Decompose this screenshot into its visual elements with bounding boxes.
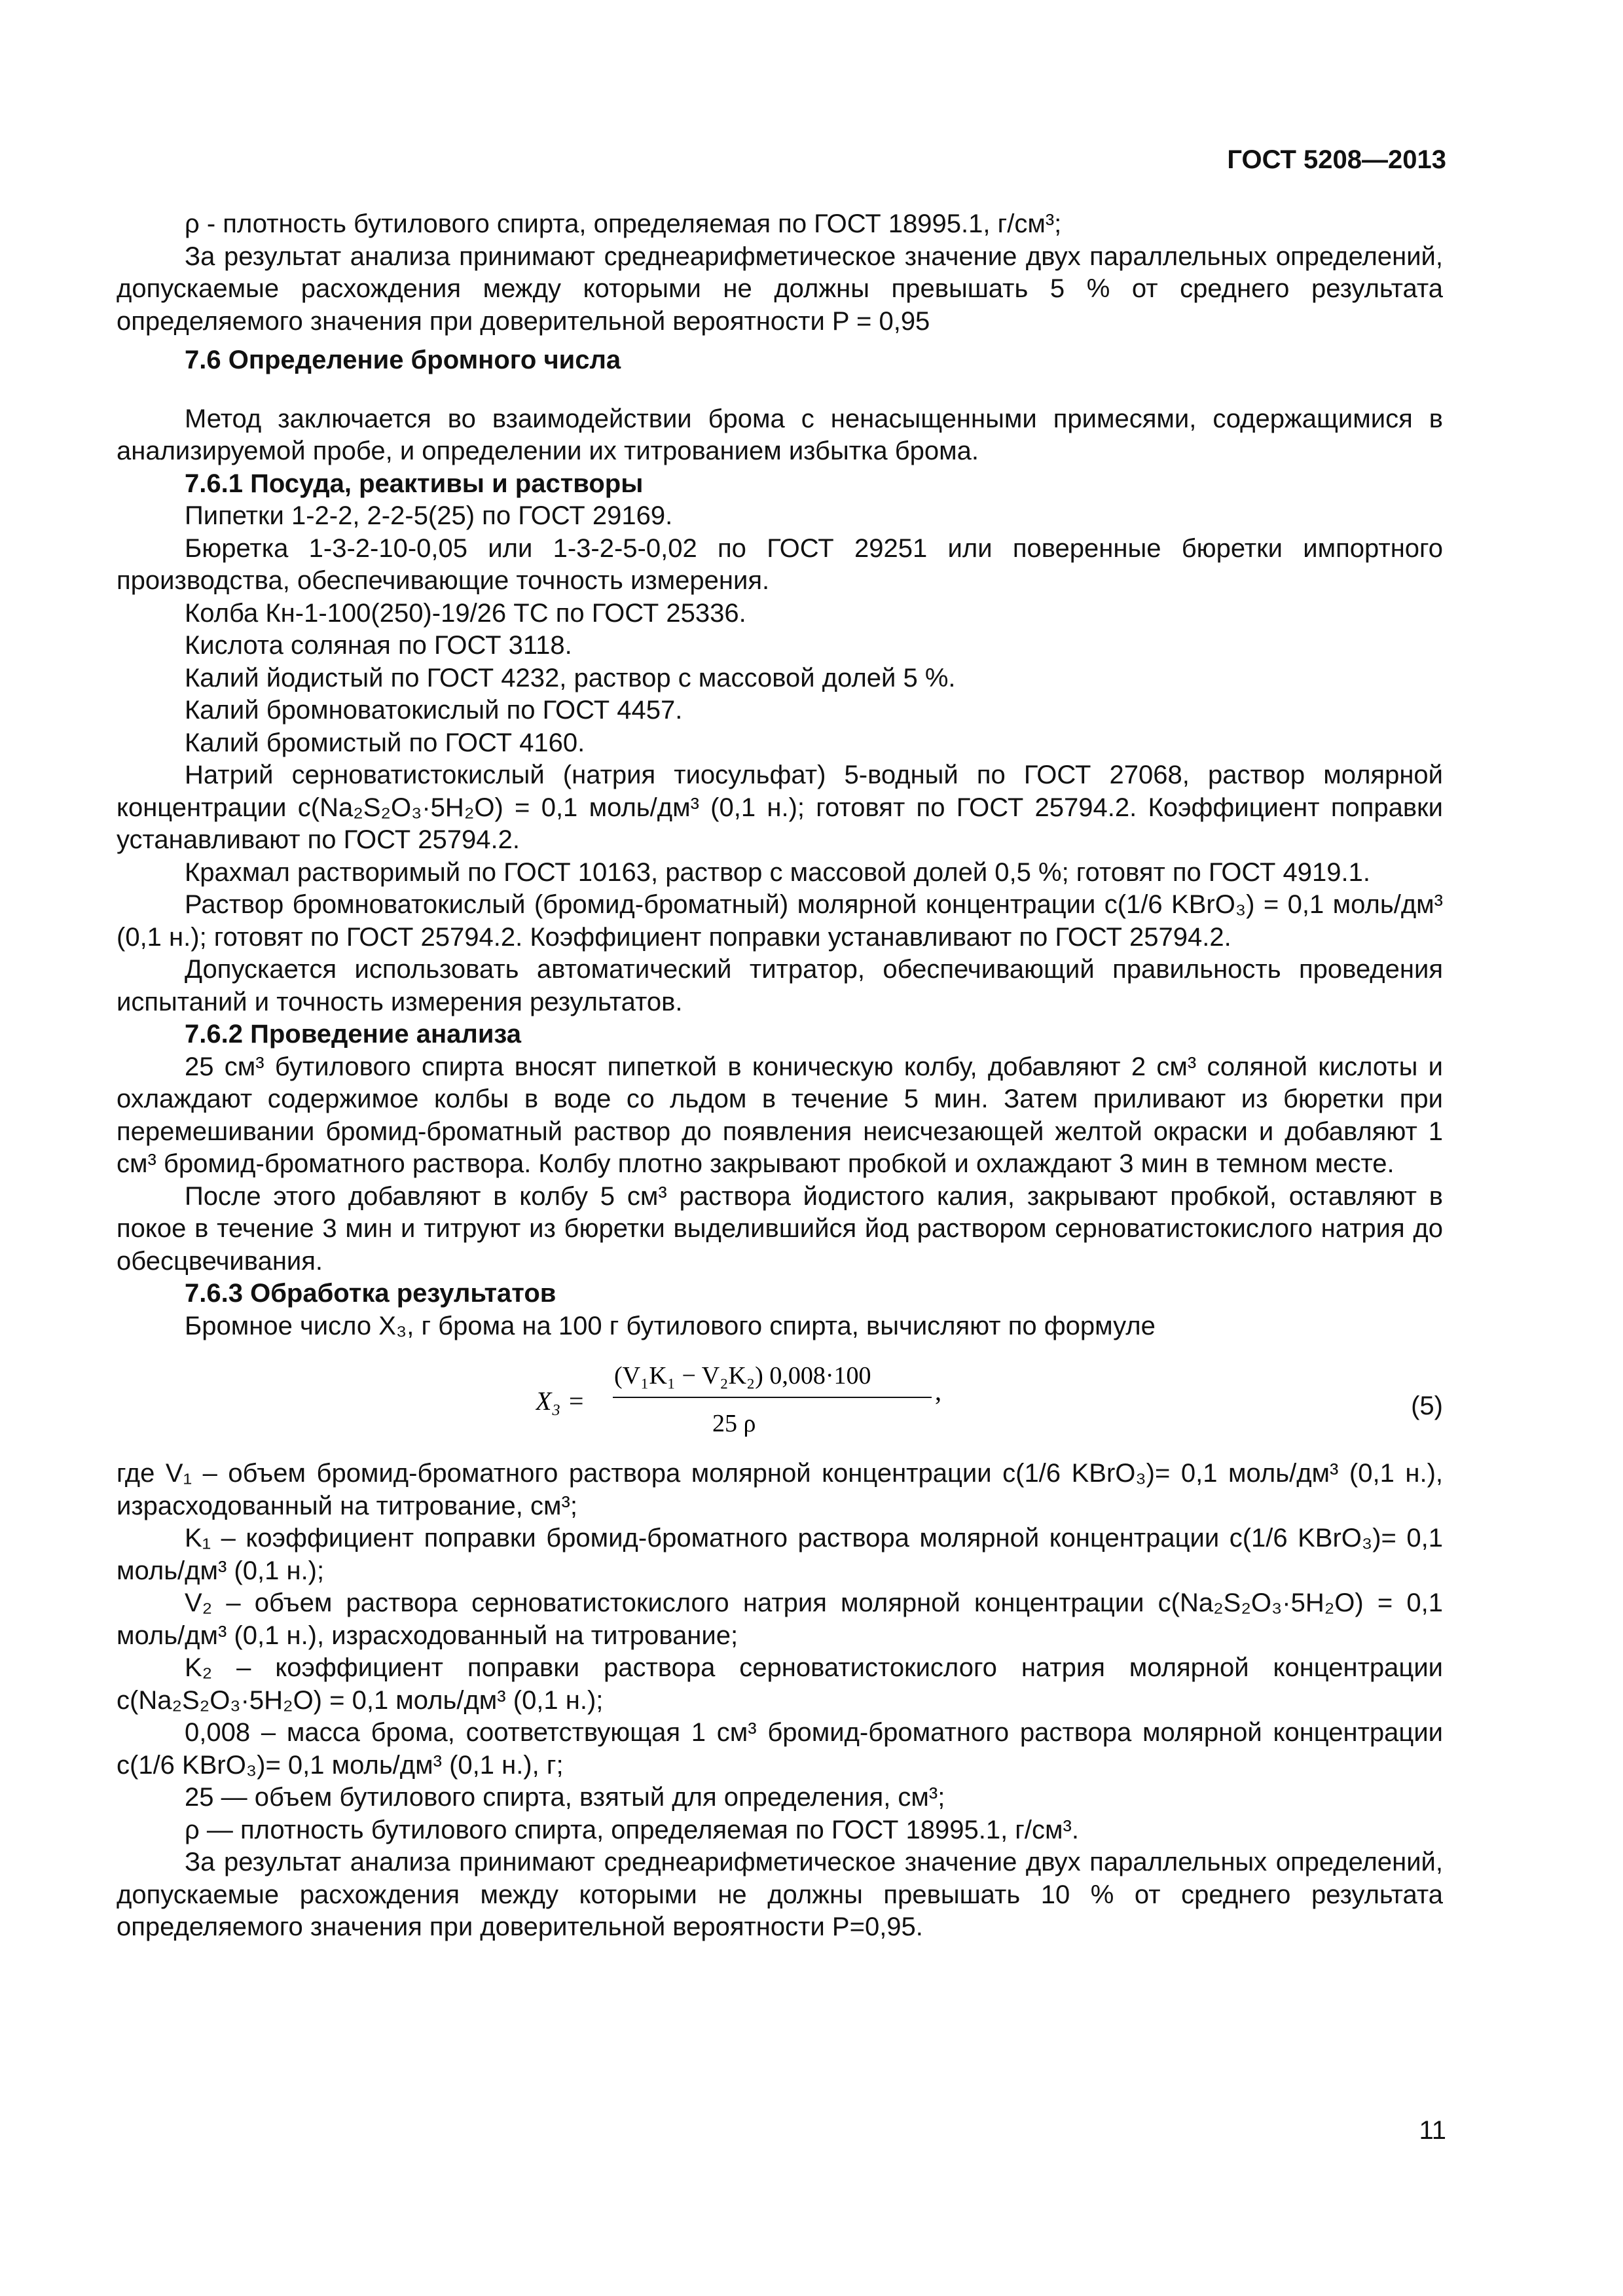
section-title: 7.6 Определение бромного числа [185,346,621,374]
definition-k1: K₁ – коэффициент поправки бромид-броматного раствора молярной концентрации с(1/6 KBrO₃)= 0,1 моль/дм³ (0,1 н.); [117,1524,1443,1585]
list-item: Калий йодистый по ГОСТ 4232, раствор с массовой долей 5 %. [185,663,956,692]
list-item: Раствор бромноватокислый (бромид-броматный) молярной концентрации c(1/6 KBrO₃) = 0,1 моль/дм³ (0,1 н.); готовят по ГОСТ 25794.2. Коэффициент поправки устанавливают по ГОСТ 25794.2. [117,890,1443,952]
subsection-763-title: 7.6.3 Обработка результатов [185,1279,556,1308]
formula-denominator: 25 ρ [712,1410,756,1437]
result-paragraph-2: За результат анализа принимают среднеарифметическое значение двух параллельных определений, допускаемые расхождения между которыми не должны превышать 10 % от среднего результата определяемого значения при доверительной вероятности P=0,95. [117,1848,1443,1941]
formula-svg [536,1354,1072,1451]
procedure-paragraph-1: 25 см³ бутилового спирта вносят пипеткой в коническую колбу, добавляют 2 см³ соляной кислоты и охлаждают содержимое колбы в воде со льдом в течение 5 мин. Затем приливают из бюретки при перемешивании бромид-броматный раствор до появления неисчезающей желтой окраски и добавляют 1 см³ бромид-броматного раствора. Колбу плотно закрывают пробкой и охлаждают 3 мин в темном месте. [117,1052,1443,1178]
definition-v1: где V₁ – объем бромид-броматного раствора молярной концентрации c(1/6 KBrO₃)= 0,1 моль/дм³ (0,1 н.), израсходованный на титрование, см³; [117,1459,1443,1520]
list-item: Колба Кн-1-100(250)-19/26 ТС по ГОСТ 25336. [185,598,746,628]
rho-definition: ρ - плотность бутилового спирта, определяемая по ГОСТ 18995.1, г/см³; [185,209,1062,238]
list-item: Кислота соляная по ГОСТ 3118. [185,631,572,660]
formula-intro: Бромное число X₃, г брома на 100 г бутилового спирта, вычисляют по формуле [185,1311,1156,1340]
definition-v2: V₂ – объем раствора серноватистокислого натрия молярной концентрации c(Na₂S₂O₃·5H₂O) = 0,1 моль/дм³ (0,1 н.), израсходованный на титрование; [117,1588,1443,1650]
formula-numerator: (V₁K₁ − V₂K₂) 0,008·100 [614,1362,871,1390]
document-header: ГОСТ 5208—2013 [1227,145,1446,174]
list-item: Калий бромистый по ГОСТ 4160. [185,728,585,757]
definition-0008: 0,008 – масса брома, соответствующая 1 см³ бромид-броматного раствора молярной концентрации c(1/6 KBrO₃)= 0,1 моль/дм³ (0,1 н.), г; [117,1718,1443,1780]
method-paragraph: Метод заключается во взаимодействии брома с ненасыщенными примесями, содержащимися в анализируемой пробе, и определении их титрованием избытка брома. [117,404,1443,465]
list-item: Крахмал растворимый по ГОСТ 10163, раствор с массовой долей 0,5 %; готовят по ГОСТ 4919.1. [185,857,1370,887]
procedure-paragraph-2: После этого добавляют в колбу 5 см³ раствора йодистого калия, закрывают пробкой, оставляют в покое в течение 3 мин и титруют из бюретки выделившийся йод раствором серноватистокислого натрия до обесцвечивания. [117,1181,1443,1276]
formula-lhs: X₃ = [536,1386,585,1416]
definition-rho: ρ — плотность бутилового спирта, определяемая по ГОСТ 18995.1, г/см³. [185,1815,1079,1844]
list-item: Бюретка 1-3-2-10-0,05 или 1-3-2-5-0,02 по ГОСТ 29251 или поверенные бюретки импортного производства, обеспечивающие точность измерения. [117,533,1443,595]
list-item: Пипетки 1-2-2, 2-2-5(25) по ГОСТ 29169. [185,501,673,530]
subsection-762-title: 7.6.2 Проведение анализа [185,1020,522,1049]
document-body [117,208,1443,1944]
formula-tail: , [935,1376,941,1406]
list-item: Калий бромноватокислый по ГОСТ 4457. [185,696,683,725]
formula-5 [117,1354,1443,1451]
definition-k2: K₂ – коэффициент поправки раствора серноватистокислого натрия молярной концентрации c(Na₂S₂O₃·5H₂O) = 0,1 моль/дм³ (0,1 н.); [117,1653,1443,1715]
page-number: 11 [1419,2116,1446,2145]
subsection-761-title: 7.6.1 Посуда, реактивы и растворы [185,469,644,498]
result-paragraph-1: За результат анализа принимают среднеарифметическое значение двух параллельных определений, допускаемые расхождения между которыми не должны превышать 5 % от среднего результата определяемого значения при доверительной вероятности P = 0,95 [117,242,1443,336]
definition-25: 25 — объем бутилового спирта, взятый для определения, см³; [185,1783,945,1812]
list-item: Допускается использовать автоматический титратор, обеспечивающий правильность проведения испытаний и точность измерения результатов. [117,955,1443,1016]
list-item: Натрий серноватистокислый (натрия тиосульфат) 5-водный по ГОСТ 27068, раствор молярной концентрации c(Na₂S₂O₃·5H₂O) = 0,1 моль/дм³ (0,1 н.); готовят по ГОСТ 25794.2. Коэффициент поправки устанавливают по ГОСТ 25794.2. [117,761,1443,854]
equation-number: (5) [1411,1391,1443,1420]
